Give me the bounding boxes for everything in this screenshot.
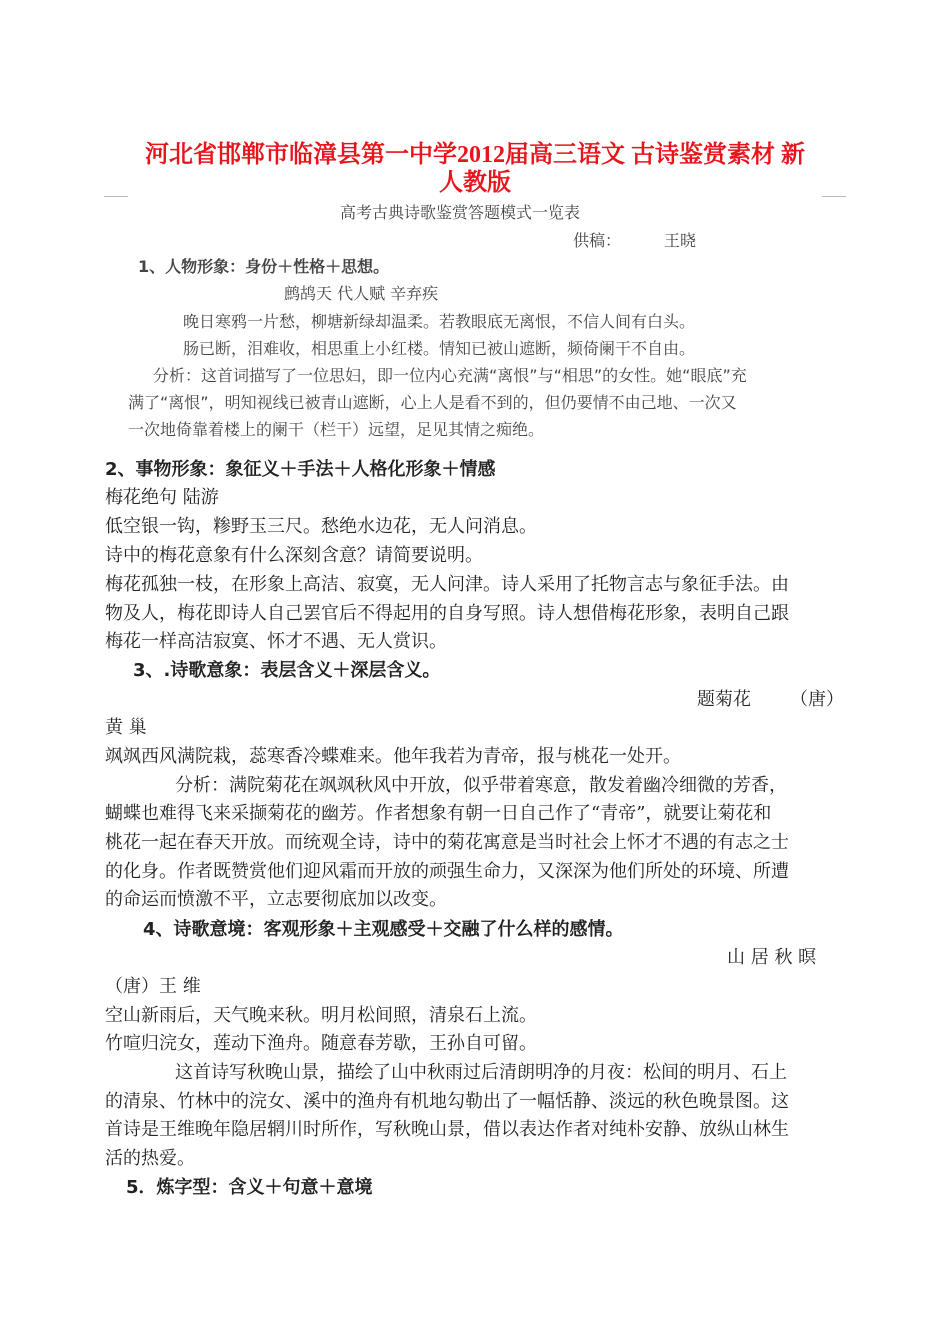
text-line: 物及人，梅花即诗人自己罢官后不得起用的自身写照。诗人想借梅花形象，表明自己跟 [105,603,789,624]
contributor-name: 王晓 [664,231,697,250]
text-line: 诗中的梅花意象有什么深刻含意？请简要说明。 [105,545,483,566]
text-line: 空山新雨后，天气晚来秋。明月松间照，清泉石上流。 [105,1005,537,1026]
title-line-2: 人教版 [439,170,511,196]
analysis-line: 一次地倚靠着楼上的阑干（栏干）远望，足见其情之痴绝。 [128,420,545,439]
poem-author: （唐）王 维 [105,976,201,997]
text-line: 这首诗写秋晚山景，描绘了山中秋雨过后清朗明净的月夜：松间的明月、石上 [175,1062,787,1083]
poem-line: 肠已断，泪难收，相思重上小红楼。情知已被山遮断，频倚阑干不自由。 [183,339,696,358]
text-line: 分析：满院菊花在飒飒秋风中开放，似乎带着寒意，散发着幽冷细微的芳香， [175,775,787,796]
analysis-line: 满了“离恨”，明知视线已被青山遮断，心上人是看不到的，但仍要情不由己地、一次又 [128,393,737,412]
section-5-heading: 5．炼字型：含义＋句意＋意境 [126,1177,373,1198]
poem-title: 题菊花 [697,689,751,710]
poem-title: 鹧鸪天 代人赋 辛弃疾 [284,284,439,303]
text-line: 的命运而愤激不平，立志要彻底加以改变。 [105,889,447,910]
analysis-line: 分析：这首词描写了一位思妇，即一位内心充满“离恨”与“相思”的女性。她“眼底”充 [153,366,747,385]
text-line: 的化身。作者既赞赏他们迎风霜而开放的顽强生命力，又深深为他们所处的环境、所遭 [105,861,789,882]
text-line: 活的热爱。 [105,1148,195,1169]
text-line: 竹喧归浣女，莲动下渔舟。随意春芳歇，王孙自可留。 [105,1033,537,1054]
poem-dynasty: （唐） [790,689,844,710]
section-2-heading: 2、事物形象：象征义＋手法＋人格化形象＋情感 [105,459,496,480]
poem-title: 山 居 秋 暝 [727,947,817,968]
poem-author: 黄 巢 [105,717,147,738]
section-1-heading: 1、人物形象：身份＋性格＋思想。 [138,257,390,276]
subtitle: 高考古典诗歌鉴赏答题模式一览表 [340,203,581,222]
poem-line: 晚日寒鸦一片愁，柳塘新绿却温柔。若教眼底无离恨，不信人间有白头。 [183,312,696,331]
text-line: 蝴蝶也难得飞来采撷菊花的幽芳。作者想象有朝一日自己作了“青帝”，就要让菊花和 [105,803,772,824]
text-line: 首诗是王维晚年隐居辋川时所作，写秋晚山景，借以表达作者对纯朴安静、放纵山林生 [105,1119,789,1140]
text-line: 的清泉、竹林中的浣女、溪中的渔舟有机地勾勒出了一幅恬静、淡远的秋色晚景图。这 [105,1091,789,1112]
text-line: 飒飒西风满院栽，蕊寒香冷蝶难来。他年我若为青帝，报与桃花一处开。 [105,746,681,767]
margin-mark [104,196,128,197]
text-line: 低空银一钩，糁野玉三尺。愁绝水边花，无人问消息。 [105,516,537,537]
text-line: 梅花一样高洁寂寞、怀才不遇、无人赏识。 [105,631,447,652]
title-line-1: 河北省邯郸市临漳县第一中学2012届高三语文 古诗鉴赏素材 新 [145,142,805,168]
text-line: 桃花一起在春天开放。而统观全诗，诗中的菊花寓意是当时社会上怀才不遇的有志之士 [105,832,789,853]
section-3-heading: 3、.诗歌意象：表层含义＋深层含义。 [133,660,441,681]
section-4-heading: 4、诗歌意境：客观形象＋主观感受＋交融了什么样的感情。 [143,919,624,940]
poem-title: 梅花绝句 陆游 [105,487,219,508]
text-line: 梅花孤独一枝，在形象上高洁、寂寞，无人问津。诗人采用了托物言志与象征手法。由 [105,574,789,595]
contributor-label: 供稿： [573,231,622,250]
margin-mark [822,196,846,197]
